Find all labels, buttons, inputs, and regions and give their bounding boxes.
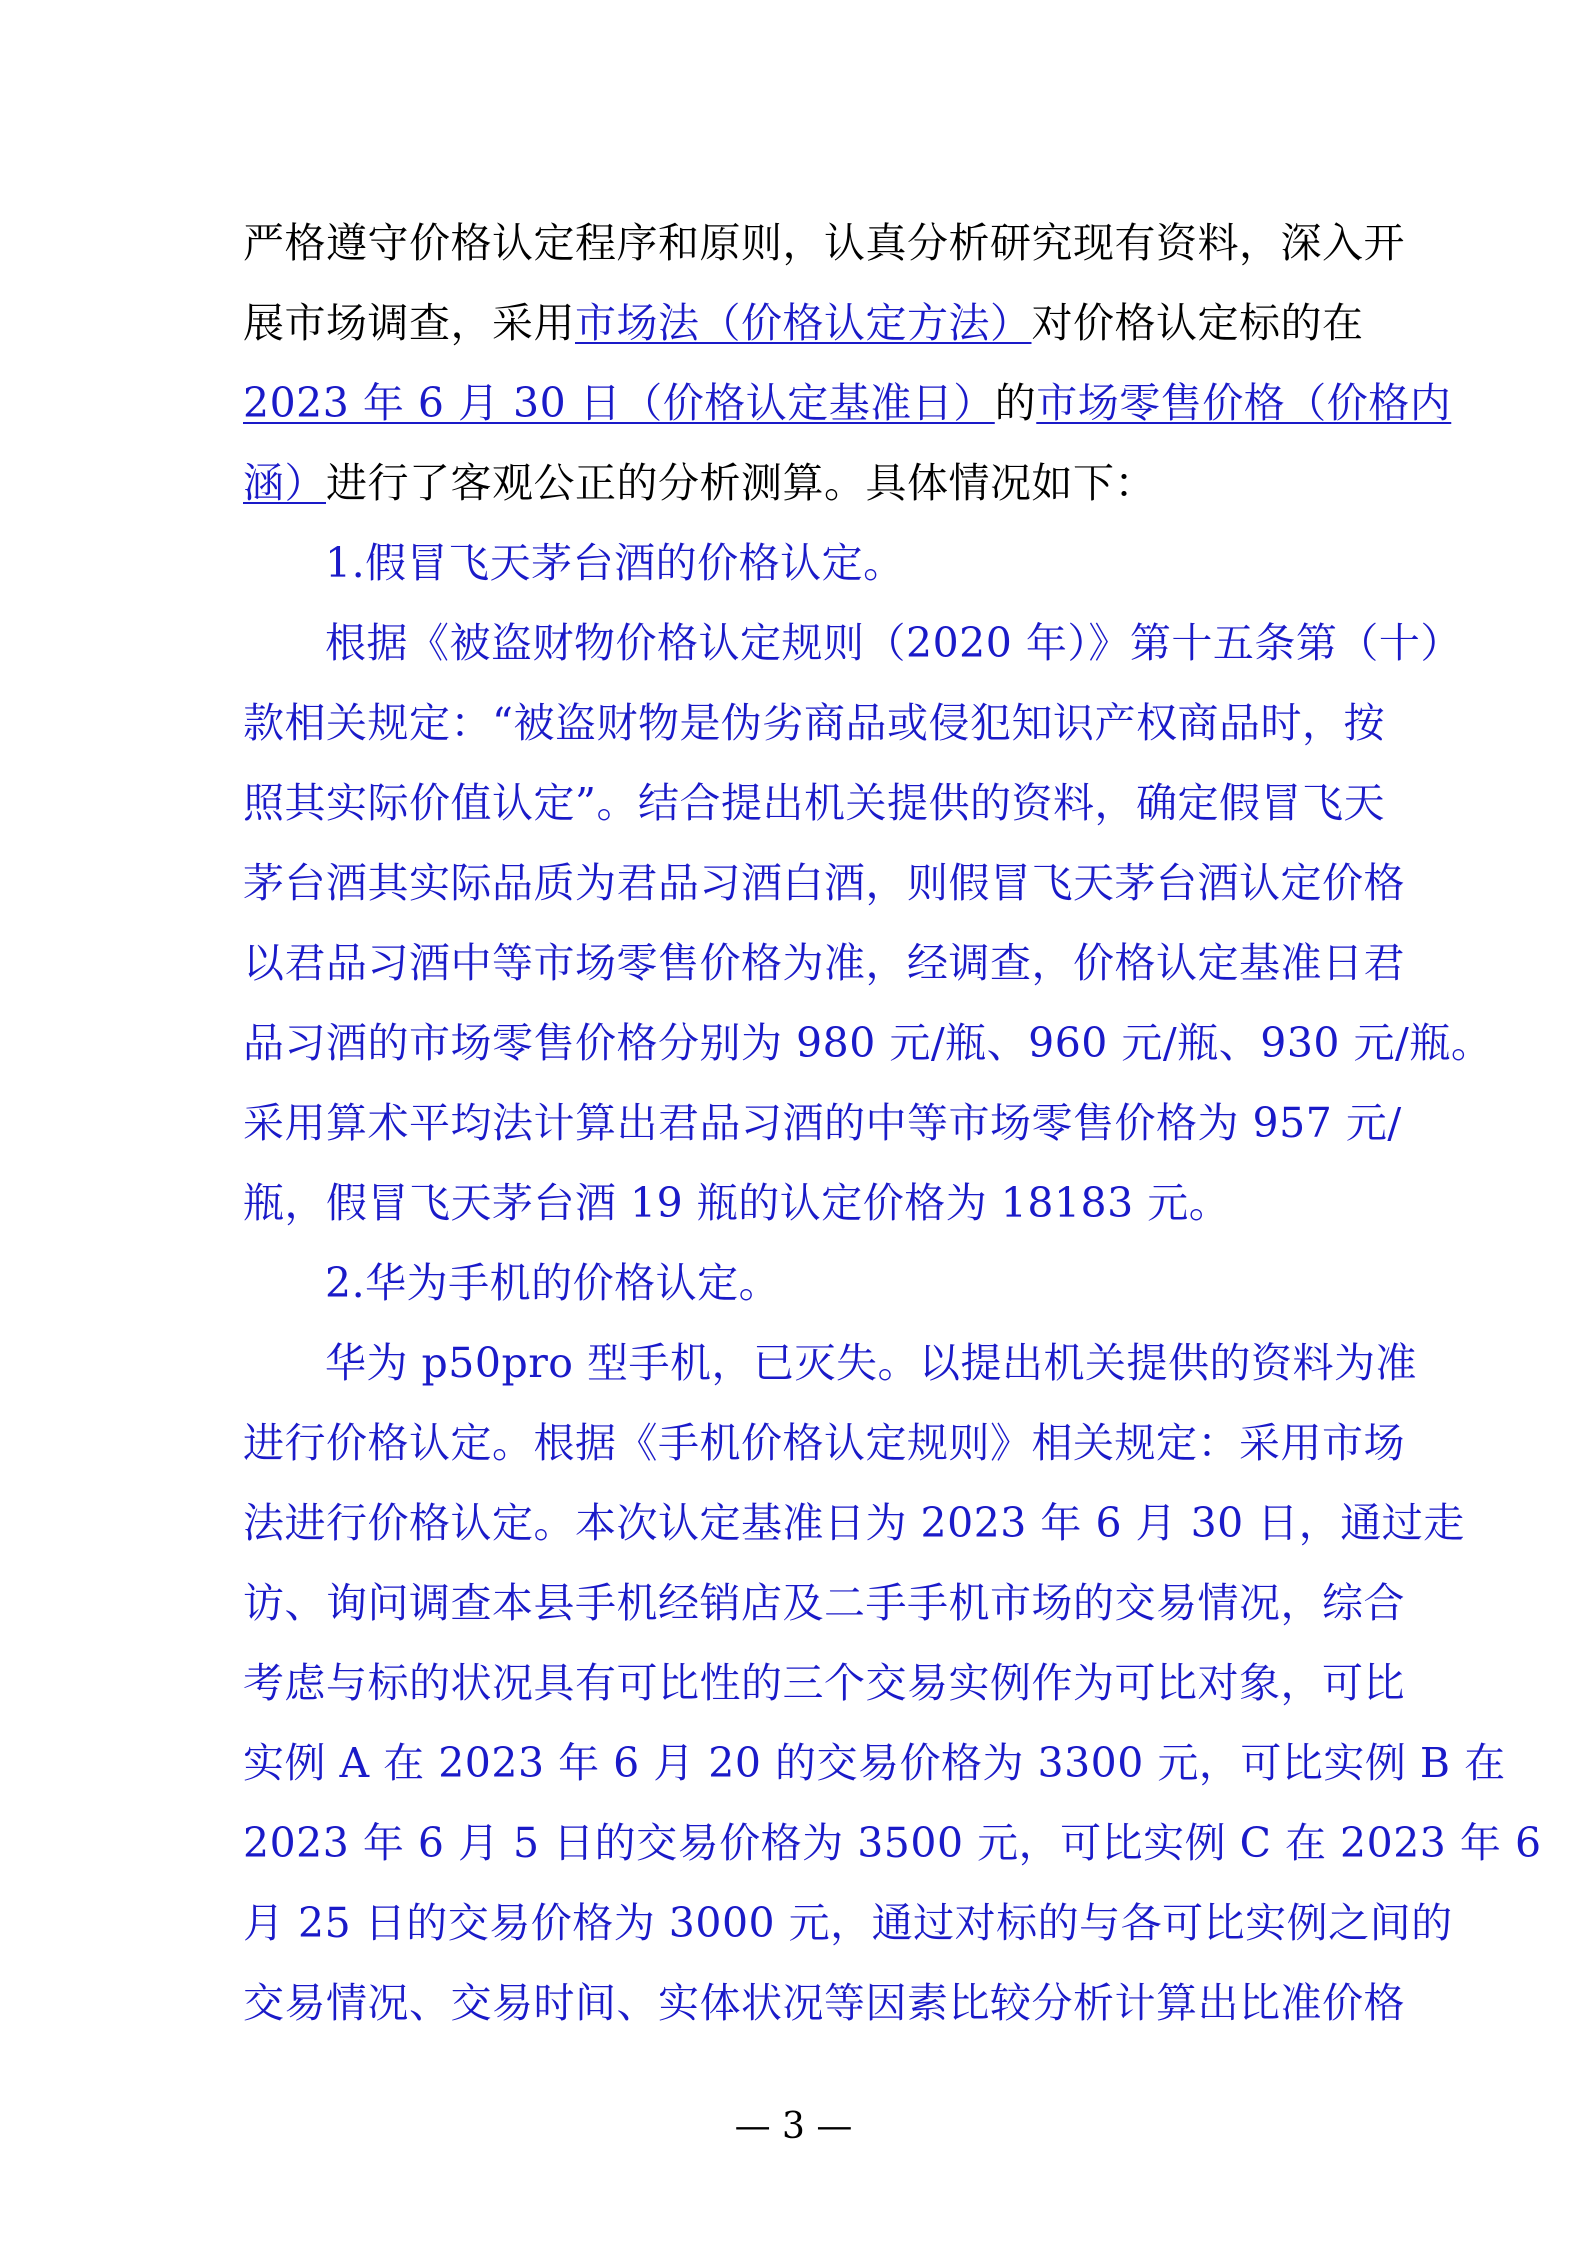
section-line [243, 1978, 1405, 2028]
text: 月 25 日的交易价格为 3000 元，通过对标的与各可比实例之间的 [243, 1899, 1453, 1947]
text: 访、询问调查本县手机经销店及二手手机市场的交易情况，综合 [243, 1579, 1405, 1627]
section-line [243, 1018, 1493, 1068]
text: 实例 A 在 2023 年 6 月 20 的交易价格为 3300 元，可比实例 B 在 [243, 1739, 1506, 1787]
section-line [243, 1658, 1405, 1708]
page-number: — 3 — [734, 2106, 853, 2147]
text: 进行价格认定。根据《手机价格认定规则》相关规定：采用市场 [243, 1419, 1405, 1467]
section-line [243, 778, 1385, 828]
text: 采用算术平均法计算出君品习酒的中等市场零售价格为 957 元/ [243, 1099, 1402, 1147]
text: 2023 年 6 月 5 日的交易价格为 3500 元，可比实例 C 在 2023 年 6 [243, 1819, 1542, 1867]
section-line [243, 1818, 1542, 1868]
text: 以君品习酒中等市场零售价格为准，经调查，价格认定基准日君 [243, 939, 1405, 987]
price-connotation-field-end: 涵） [243, 459, 326, 507]
paragraph-line [243, 458, 1355, 508]
section-line [243, 1578, 1405, 1628]
text: 对价格认定标的在 [1031, 299, 1364, 347]
text: 法进行价格认定。本次认定基准日为 2023 年 6 月 30 日，通过走 [243, 1499, 1465, 1547]
text: 根据《被盗财物价格认定规则（2020 年）》第十五条第（十） [325, 619, 1462, 667]
text: 款相关规定：“被盗财物是伪劣商品或侵犯知识产权商品时，按 [243, 699, 1385, 747]
section-line [243, 1418, 1405, 1468]
section-line [243, 1098, 1402, 1148]
text: 进行了客观公正的分析测算。具体情况如下： [326, 459, 1156, 507]
text: 瓶，假冒飞天茅台酒 19 瓶的认定价格为 18183 元。 [243, 1179, 1231, 1227]
section-line [243, 698, 1385, 748]
base-date-field: 2023 年 6 月 30 日（价格认定基准日） [243, 379, 995, 427]
text: 的 [994, 379, 1037, 427]
section-line [325, 618, 1462, 668]
section-line [243, 1178, 1355, 1228]
text: 照其实际价值认定”。结合提出机关提供的资料，确定假冒飞天 [243, 779, 1385, 827]
text: 茅台酒其实际品质为君品习酒白酒，则假冒飞天茅台酒认定价格 [243, 859, 1405, 907]
paragraph-line [243, 378, 1452, 428]
heading-text: 1.假冒飞天茅台酒的价格认定。 [325, 539, 905, 587]
heading-text: 2.华为手机的价格认定。 [325, 1259, 781, 1307]
section-line [243, 1898, 1453, 1948]
section-heading [325, 1258, 1355, 1308]
price-connotation-field: 市场零售价格（价格内 [1036, 379, 1452, 427]
text: 华为 p50pro 型手机，已灭失。以提出机关提供的资料为准 [325, 1339, 1418, 1387]
section-line [243, 938, 1405, 988]
text: 考虑与标的状况具有可比性的三个交易实例作为可比对象，可比 [243, 1659, 1405, 1707]
text: 严格遵守价格认定程序和原则，认真分析研究现有资料，深入开 [243, 219, 1405, 267]
paragraph-line [243, 218, 1405, 268]
text: 交易情况、交易时间、实体状况等因素比较分析计算出比准价格 [243, 1979, 1405, 2027]
section-line [325, 1338, 1418, 1388]
text: 展市场调查，采用 [243, 299, 575, 347]
section-line [243, 858, 1405, 908]
section-line [243, 1498, 1465, 1548]
text: 品习酒的市场零售价格分别为 980 元/瓶、960 元/瓶、930 元/瓶。 [243, 1019, 1493, 1067]
section-line [243, 1738, 1506, 1788]
method-field: 市场法（价格认定方法） [575, 299, 1032, 347]
paragraph-line [243, 298, 1364, 348]
section-heading [325, 538, 1355, 588]
